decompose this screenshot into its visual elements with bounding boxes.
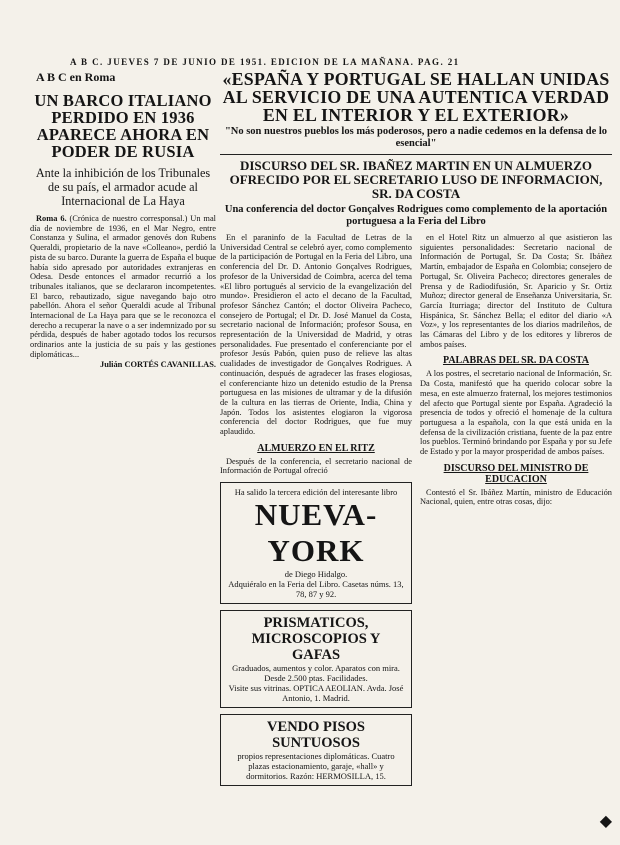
optics-advert: [220, 610, 412, 708]
left-article-body: [30, 214, 216, 369]
optics-advert-text: Graduados, aumentos y color. Aparatos con mira. Desde 2.500 ptas. Facilidades.: [232, 663, 400, 684]
dateline: Roma 6.: [36, 214, 67, 223]
book-advert: [220, 482, 412, 604]
section3-paragraph: Contestó el Sr. Ibáñez Martín, ministro de Educación Nacional, quien, entre otras cosas, dijo:: [420, 487, 612, 507]
flats-advert: [220, 714, 412, 786]
left-body-text: (Crónica de nuestro corresponsal.) Un mal día de noviembre de 1936, en el Mar Negro, entre Constanza y Sulina, el armador genovés don Rubens Queraldi, propietario de la nave «Colleano», perdió la pista de su barco. Durante la guerra de España el buque había sido apresado por autoridades extranjeras en Odesa. Desde entonces el armador recurrió a los tribunales italianos, que se declararon incompetentes. El barco, rebautizado, sigue navegando bajo otro pabellón. Ahora el señor Queraldi acude al Tribunal Internacional de La Haya para que se le reconozca el derecho a recuperar la nave o a ser indemnizado por su pérdida, después de haber agotado todos los recursos ordinarios ante la justicia de su país y las gestiones diplomáticas...: [30, 214, 216, 359]
divider-rule: [220, 154, 612, 155]
flats-advert-text: propios representaciones diplomáticas. Cuatro plazas estacionamiento, garaje, «hall» y dormitorios. Razón: HERMOSILLA, 15.: [237, 751, 395, 782]
section2-heading: PALABRAS DEL SR. DA COSTA: [442, 355, 590, 367]
section3-text: [420, 488, 612, 507]
signature: Julián CORTÉS CAVANILLAS.: [100, 359, 216, 369]
book-advert-line1: Ha salido la tercera edición del interesante libro: [234, 487, 398, 498]
main-column-1: [220, 233, 412, 792]
main-headline: «ESPAÑA Y PORTUGAL SE HALLAN UNIDAS AL SERVICIO DE UNA AUTENTICA VERDAD EN EL INTERIOR Y EL EXTERIOR»: [222, 69, 610, 125]
book-advert-line2: Adquiéralo en la Feria del Libro. Casetas núms. 13, 78, 87 y 92.: [228, 579, 404, 600]
main-column-2: [420, 233, 612, 792]
main-deck: "No son nuestros pueblos los más poderosos, pero a nadie cedemos en la defensa de lo esencial": [224, 126, 608, 149]
event-heading: ALMUERZO EN EL RITZ: [257, 442, 375, 454]
section2-paragraph: A los postres, el secretario nacional de Información, Sr. Da Costa, manifestó que ha querido colocar sobre la mesa, en este almuerzo fraternal, los mejores testimonios del afecto que Portugal siente por España. Agradeció la presencia de todos y ofreció el homenaje de la cultura portuguesa a la española, con la que está unida en la defensa de la civilización cristiana, fuente de la paz entre los pueblos. Terminó brindando por España y por su Jefe de Estado y por la mayor prosperidad de ambos países.: [420, 369, 612, 457]
main-subdeck: Una conferencia del doctor Gonçalves Rodrigues como complemento de la aportación portuguesa a la Feria del Libro: [224, 204, 608, 227]
main-article: [220, 70, 612, 792]
main-columns: [220, 233, 612, 792]
optics-advert-text2: Visite sus vitrinas. OPTICA AEOLIAN. Avda. José Antonio, 1. Madrid.: [228, 683, 404, 704]
section-label: A B C en Roma: [36, 70, 116, 84]
optics-advert-title: PRISMATICOS, MICROSCOPIOS Y GAFAS: [251, 615, 381, 664]
column-1-paragraph: En el paraninfo de la Facultad de Letras de la Universidad Central se celebró ayer, como complemento de la participación de Portugal en la Feria del Libro, una conferencia del Dr. D. Antonio Gonçalves Rodrigues, profesor de la Universidad de Coimbra, acerca del tema «El libro portugués al servicio de la evangelización del mundo». Presidieron el acto el decano de la Facultad, profesor Sánchez Cantón; el doctor Oliveira Pacheco, consejero de Portugal; el Dr. D. José Manuel da Costa, secretario nacional de Información; profesor Sousa, en representación de la Universidad de Madrid, y otras personalidades. Fue presentado el conferenciante por el profesor Jesús Pabón, quien puso de relieve las altas cualidades de investigador de Gonçalves Rodrigues. A continuación, después de agradecer las frases elogiosas, el conferenciante hizo un detenido estudio de la Prensa portuguesa en las misiones de ultramar y de la difusión de la cultura en las tierras de Oriente, India, China y Japón. Todos los asistentes elogiaron la vigorosa conferencia del doctor Rodrigues, que fue muy aplaudido.: [220, 233, 412, 437]
left-subheadline: Ante la inhibición de los Tribunales de su país, el armador acude al Internacional de La Haya: [35, 166, 211, 208]
book-advert-title: NUEVA-YORK: [254, 497, 378, 569]
section2-text: [420, 369, 612, 456]
decorative-mark: ◆: [599, 813, 612, 830]
column-2-text: [420, 233, 612, 349]
left-headline: UN BARCO ITALIANO PERDIDO EN 1936 APARECE AHORA EN PODER DE RUSIA: [34, 91, 212, 161]
flats-advert-title: VENDO PISOS SUNTUOSOS: [267, 719, 365, 752]
book-advert-author: de Diego Hidalgo.: [284, 569, 348, 580]
column-1-text: [220, 233, 412, 437]
main-subheadline: DISCURSO DEL SR. IBAÑEZ MARTIN EN UN ALMUERZO OFRECIDO POR EL SECRETARIO LUSO DE INFORMACION, SR. DA COSTA: [229, 158, 603, 201]
section3-heading: DISCURSO DEL MINISTRO DE EDUCACION: [443, 462, 589, 485]
column-2-paragraph: en el Hotel Ritz un almuerzo al que asistieron las siguientes personalidades: Secretario nacional de Información de Portugal, Sr. Da Costa; Sr. Ibáñez Martín, embajador de España en Colombia; consejero de Portugal, Sr. Oliveira Pacheco; directores generales de Prensa y de Radiodifusión, Sr. Aparicio y Sr. Ortiz Muñoz; director general de Enseñanza Universitaria, Sr. García Iturriaga; director del Instituto de Cultura Hispánica, Sr. Sánchez Bella; el editor del diario «A Voz», y los representantes de los diarios madrileños, de las Cámaras del Libro y de los editores y libreros de ambos países.: [420, 233, 612, 349]
event-text: [220, 457, 412, 476]
left-column: [30, 92, 216, 369]
running-header: A B C. JUEVES 7 DE JUNIO DE 1951. EDICION DE LA MAÑANA. PAG. 21: [70, 57, 460, 67]
event-paragraph: Después de la conferencia, el secretario nacional de Información de Portugal ofreció: [220, 456, 412, 476]
